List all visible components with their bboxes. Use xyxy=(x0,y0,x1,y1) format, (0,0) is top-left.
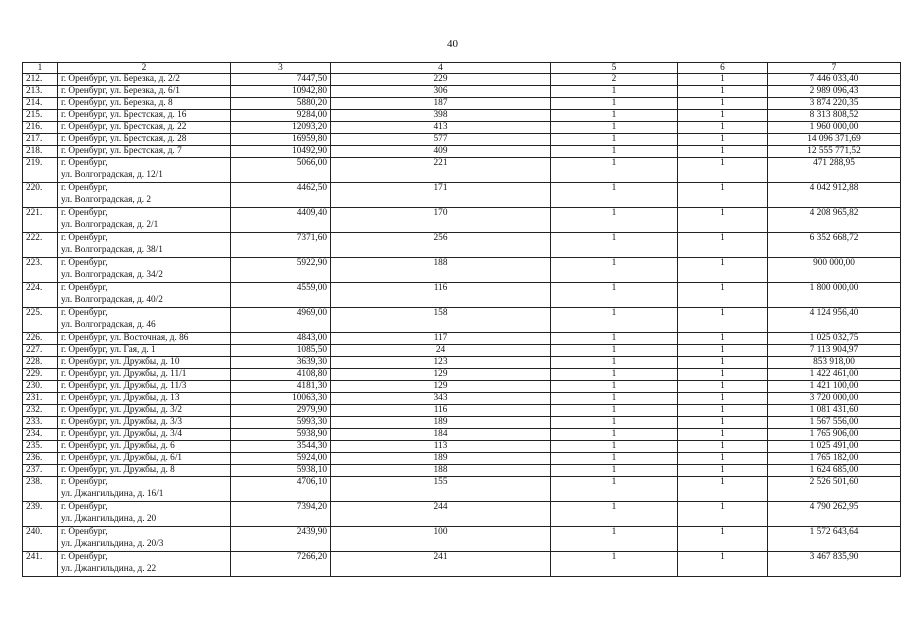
col5-cell: 1 xyxy=(551,381,678,393)
col6-cell: 1 xyxy=(678,381,768,393)
col6-cell: 1 xyxy=(678,527,768,552)
row-number: 235. xyxy=(23,441,58,453)
col5-cell: 1 xyxy=(551,417,678,429)
area-cell: 10063,30 xyxy=(231,393,331,405)
address-line: г. Оренбург, ул. Дружбы, д. 3/3 xyxy=(61,417,183,427)
address-cell xyxy=(58,98,231,110)
col5-cell: 1 xyxy=(551,110,678,122)
col6-cell: 1 xyxy=(678,308,768,333)
address-line: г. Оренбург, ул. Дружбы, д. 11/1 xyxy=(61,369,187,379)
col5-cell: 1 xyxy=(551,283,678,308)
sum-cell: 14 096 371,69 xyxy=(768,134,901,146)
address-cell xyxy=(58,122,231,134)
col5-cell: 1 xyxy=(551,357,678,369)
row-number: 239. xyxy=(23,502,58,527)
sum-cell: 900 000,00 xyxy=(768,258,901,283)
col4-cell: 123 xyxy=(331,357,551,369)
address-cell xyxy=(58,393,231,405)
row-number: 213. xyxy=(23,86,58,98)
col4-cell: 189 xyxy=(331,453,551,465)
table-row xyxy=(23,357,901,369)
address-cell xyxy=(58,453,231,465)
col4-cell: 171 xyxy=(331,183,551,208)
address-cell xyxy=(58,134,231,146)
table-row xyxy=(23,146,901,158)
col4-cell: 244 xyxy=(331,502,551,527)
sum-cell: 1 624 685,00 xyxy=(768,465,901,477)
col4-cell: 116 xyxy=(331,405,551,417)
col5-cell: 1 xyxy=(551,465,678,477)
col4-cell: 188 xyxy=(331,258,551,283)
col4-cell: 170 xyxy=(331,208,551,233)
col6-cell: 1 xyxy=(678,345,768,357)
row-number: 215. xyxy=(23,110,58,122)
col5-cell: 1 xyxy=(551,208,678,233)
sum-cell: 1 765 182,00 xyxy=(768,453,901,465)
header-col-5: 5 xyxy=(551,63,678,74)
table-row xyxy=(23,527,901,552)
col5-cell: 1 xyxy=(551,477,678,502)
address-cell xyxy=(58,441,231,453)
sum-cell: 1 081 431,60 xyxy=(768,405,901,417)
area-cell: 2979,90 xyxy=(231,405,331,417)
col4-cell: 100 xyxy=(331,527,551,552)
area-cell: 7371,60 xyxy=(231,233,331,258)
area-cell: 5880,20 xyxy=(231,98,331,110)
col6-cell: 1 xyxy=(678,333,768,345)
col6-cell: 1 xyxy=(678,405,768,417)
col4-cell: 155 xyxy=(331,477,551,502)
col6-cell: 1 xyxy=(678,465,768,477)
sum-cell: 4 790 262,95 xyxy=(768,502,901,527)
table-row xyxy=(23,158,901,183)
col4-cell: 189 xyxy=(331,417,551,429)
col6-cell: 1 xyxy=(678,453,768,465)
row-number: 241. xyxy=(23,552,58,577)
table-row xyxy=(23,258,901,283)
col4-cell: 158 xyxy=(331,308,551,333)
col5-cell: 1 xyxy=(551,308,678,333)
sum-cell: 6 352 668,72 xyxy=(768,233,901,258)
row-number: 232. xyxy=(23,405,58,417)
col4-cell: 187 xyxy=(331,98,551,110)
table-row xyxy=(23,429,901,441)
address-cell xyxy=(58,429,231,441)
area-cell: 7266,20 xyxy=(231,552,331,577)
address-line: г. Оренбург, xyxy=(61,527,108,537)
address-line: г. Оренбург, xyxy=(61,552,108,562)
area-cell: 4969,00 xyxy=(231,308,331,333)
address-cell xyxy=(58,345,231,357)
col5-cell: 1 xyxy=(551,98,678,110)
address-line: ул. Волгоградская, д. 2/1 xyxy=(61,219,159,230)
table-row xyxy=(23,86,901,98)
col6-cell: 1 xyxy=(678,429,768,441)
table-row xyxy=(23,477,901,502)
address-cell xyxy=(58,477,231,502)
col6-cell: 1 xyxy=(678,208,768,233)
area-cell: 3639,30 xyxy=(231,357,331,369)
address-line: г. Оренбург, ул. Дружбы, д. 10 xyxy=(61,357,180,367)
address-cell xyxy=(58,465,231,477)
col5-cell: 2 xyxy=(551,74,678,86)
col5-cell: 1 xyxy=(551,134,678,146)
sum-cell: 1 572 643,64 xyxy=(768,527,901,552)
col5-cell: 1 xyxy=(551,333,678,345)
sum-cell: 1 960 000,00 xyxy=(768,122,901,134)
area-cell: 5993,30 xyxy=(231,417,331,429)
table-row xyxy=(23,381,901,393)
address-cell xyxy=(58,417,231,429)
address-line: ул. Волгоградская, д. 34/2 xyxy=(61,269,163,280)
row-number: 229. xyxy=(23,369,58,381)
col5-cell: 1 xyxy=(551,258,678,283)
area-cell: 4409,40 xyxy=(231,208,331,233)
address-cell xyxy=(58,502,231,527)
sum-cell: 3 720 000,00 xyxy=(768,393,901,405)
col5-cell: 1 xyxy=(551,552,678,577)
sum-cell: 8 313 808,52 xyxy=(768,110,901,122)
col4-cell: 116 xyxy=(331,283,551,308)
address-cell xyxy=(58,258,231,283)
col5-cell: 1 xyxy=(551,502,678,527)
sum-cell: 2 526 501,60 xyxy=(768,477,901,502)
table-body xyxy=(23,74,901,577)
address-line: г. Оренбург, ул. Дружбы, д. 11/3 xyxy=(61,381,187,391)
col6-cell: 1 xyxy=(678,158,768,183)
area-cell: 9284,00 xyxy=(231,110,331,122)
col4-cell: 129 xyxy=(331,369,551,381)
area-cell: 4108,80 xyxy=(231,369,331,381)
col4-cell: 184 xyxy=(331,429,551,441)
row-number: 223. xyxy=(23,258,58,283)
col6-cell: 1 xyxy=(678,110,768,122)
address-cell xyxy=(58,283,231,308)
address-line: г. Оренбург, xyxy=(61,502,108,512)
col5-cell: 1 xyxy=(551,429,678,441)
row-number: 224. xyxy=(23,283,58,308)
sum-cell: 7 446 033,40 xyxy=(768,74,901,86)
area-cell: 1085,50 xyxy=(231,345,331,357)
address-line: г. Оренбург, xyxy=(61,233,108,243)
col4-cell: 24 xyxy=(331,345,551,357)
col6-cell: 1 xyxy=(678,183,768,208)
sum-cell: 1 025 032,75 xyxy=(768,333,901,345)
sum-cell: 1 567 556,00 xyxy=(768,417,901,429)
table-row xyxy=(23,98,901,110)
area-cell: 16959,80 xyxy=(231,134,331,146)
table-row xyxy=(23,502,901,527)
col6-cell: 1 xyxy=(678,233,768,258)
address-line: г. Оренбург, ул. Брестская, д. 28 xyxy=(61,134,187,144)
area-cell: 4559,00 xyxy=(231,283,331,308)
address-line: г. Оренбург, xyxy=(61,208,108,218)
address-line: г. Оренбург, ул. Брестская, д. 22 xyxy=(61,122,187,132)
sum-cell: 4 124 956,40 xyxy=(768,308,901,333)
table-row xyxy=(23,233,901,258)
col4-cell: 229 xyxy=(331,74,551,86)
address-line: г. Оренбург, xyxy=(61,183,108,193)
col5-cell: 1 xyxy=(551,146,678,158)
sum-cell: 3 467 835,90 xyxy=(768,552,901,577)
area-cell: 7394,20 xyxy=(231,502,331,527)
col4-cell: 306 xyxy=(331,86,551,98)
col5-cell: 1 xyxy=(551,405,678,417)
table-row xyxy=(23,369,901,381)
row-number: 238. xyxy=(23,477,58,502)
address-line: г. Оренбург, ул. Брестская, д. 16 xyxy=(61,110,187,120)
sum-cell: 12 555 771,52 xyxy=(768,146,901,158)
address-line: г. Оренбург, ул. Березка, д. 8 xyxy=(61,98,173,108)
address-cell xyxy=(58,357,231,369)
address-cell xyxy=(58,333,231,345)
header-col-2: 2 xyxy=(58,63,231,74)
col6-cell: 1 xyxy=(678,74,768,86)
col4-cell: 577 xyxy=(331,134,551,146)
col4-cell: 343 xyxy=(331,393,551,405)
col6-cell: 1 xyxy=(678,502,768,527)
row-number: 216. xyxy=(23,122,58,134)
table-row xyxy=(23,183,901,208)
table-row xyxy=(23,417,901,429)
col4-cell: 409 xyxy=(331,146,551,158)
row-number: 214. xyxy=(23,98,58,110)
table-row xyxy=(23,465,901,477)
area-cell: 2439,90 xyxy=(231,527,331,552)
address-line: г. Оренбург, ул. Дружбы, д. 6 xyxy=(61,441,175,451)
col5-cell: 1 xyxy=(551,453,678,465)
area-cell: 7447,50 xyxy=(231,74,331,86)
row-number: 236. xyxy=(23,453,58,465)
address-cell xyxy=(58,552,231,577)
area-cell: 4181,30 xyxy=(231,381,331,393)
col5-cell: 1 xyxy=(551,393,678,405)
header-col-7: 7 xyxy=(768,63,901,74)
address-line: ул. Джангильдина, д. 20 xyxy=(61,513,157,524)
area-cell: 10942,80 xyxy=(231,86,331,98)
table-row xyxy=(23,308,901,333)
col4-cell: 398 xyxy=(331,110,551,122)
col5-cell: 1 xyxy=(551,86,678,98)
table-row xyxy=(23,552,901,577)
col5-cell: 1 xyxy=(551,345,678,357)
col6-cell: 1 xyxy=(678,258,768,283)
table-row xyxy=(23,441,901,453)
address-line: г. Оренбург, ул. Дружбы, д. 3/4 xyxy=(61,429,183,439)
col6-cell: 1 xyxy=(678,146,768,158)
area-cell: 5938,10 xyxy=(231,465,331,477)
sum-cell: 1 025 491,00 xyxy=(768,441,901,453)
address-line: г. Оренбург, ул. Гая, д. 1 xyxy=(61,345,156,355)
col5-cell: 1 xyxy=(551,233,678,258)
row-number: 237. xyxy=(23,465,58,477)
area-cell: 4843,00 xyxy=(231,333,331,345)
col4-cell: 117 xyxy=(331,333,551,345)
address-cell xyxy=(58,110,231,122)
address-line: ул. Джангильдина, д. 22 xyxy=(61,563,157,574)
col4-cell: 413 xyxy=(331,122,551,134)
col6-cell: 1 xyxy=(678,122,768,134)
col6-cell: 1 xyxy=(678,98,768,110)
col5-cell: 1 xyxy=(551,441,678,453)
col6-cell: 1 xyxy=(678,417,768,429)
header-row xyxy=(23,63,901,74)
col4-cell: 221 xyxy=(331,158,551,183)
header-col-3: 3 xyxy=(231,63,331,74)
address-cell xyxy=(58,381,231,393)
row-number: 222. xyxy=(23,233,58,258)
col4-cell: 256 xyxy=(331,233,551,258)
area-cell: 10492,90 xyxy=(231,146,331,158)
area-cell: 4706,10 xyxy=(231,477,331,502)
row-number: 225. xyxy=(23,308,58,333)
row-number: 212. xyxy=(23,74,58,86)
address-cell xyxy=(58,527,231,552)
col5-cell: 1 xyxy=(551,158,678,183)
row-number: 219. xyxy=(23,158,58,183)
col6-cell: 1 xyxy=(678,393,768,405)
table-row xyxy=(23,122,901,134)
area-cell: 5924,00 xyxy=(231,453,331,465)
sum-cell: 1 800 000,00 xyxy=(768,283,901,308)
sum-cell: 1 422 461,00 xyxy=(768,369,901,381)
address-cell xyxy=(58,74,231,86)
col5-cell: 1 xyxy=(551,369,678,381)
row-number: 230. xyxy=(23,381,58,393)
address-cell xyxy=(58,158,231,183)
address-line: ул. Волгоградская, д. 46 xyxy=(61,319,156,330)
address-line: ул. Волгоградская, д. 2 xyxy=(61,194,152,205)
col6-cell: 1 xyxy=(678,552,768,577)
col6-cell: 1 xyxy=(678,477,768,502)
table-row xyxy=(23,453,901,465)
col6-cell: 1 xyxy=(678,134,768,146)
sum-cell: 7 113 904,97 xyxy=(768,345,901,357)
col6-cell: 1 xyxy=(678,369,768,381)
address-cell xyxy=(58,405,231,417)
address-line: ул. Волгоградская, д. 40/2 xyxy=(61,294,163,305)
sum-cell: 4 042 912,88 xyxy=(768,183,901,208)
col5-cell: 1 xyxy=(551,183,678,208)
address-cell xyxy=(58,183,231,208)
row-number: 221. xyxy=(23,208,58,233)
address-cell xyxy=(58,86,231,98)
address-line: г. Оренбург, ул. Брестская, д. 7 xyxy=(61,146,182,156)
address-line: г. Оренбург, xyxy=(61,283,108,293)
col4-cell: 113 xyxy=(331,441,551,453)
sum-cell: 4 208 965,82 xyxy=(768,208,901,233)
address-line: г. Оренбург, xyxy=(61,308,108,318)
address-line: г. Оренбург, xyxy=(61,258,108,268)
area-cell: 5938,90 xyxy=(231,429,331,441)
table-row xyxy=(23,393,901,405)
address-line: г. Оренбург, ул. Дружбы, д. 8 xyxy=(61,465,175,475)
sum-cell: 1 421 100,00 xyxy=(768,381,901,393)
address-line: ул. Джангильдина, д. 16/1 xyxy=(61,488,164,499)
row-number: 233. xyxy=(23,417,58,429)
address-line: г. Оренбург, ул. Дружбы, д. 13 xyxy=(61,393,180,403)
area-cell: 3544,30 xyxy=(231,441,331,453)
sum-cell: 853 918,00 xyxy=(768,357,901,369)
address-cell xyxy=(58,208,231,233)
header-col-4: 4 xyxy=(331,63,551,74)
header-col-1: 1 xyxy=(23,63,58,74)
table-row xyxy=(23,208,901,233)
header-col-6: 6 xyxy=(678,63,768,74)
row-number: 226. xyxy=(23,333,58,345)
table-row xyxy=(23,74,901,86)
table-row xyxy=(23,345,901,357)
sum-cell: 471 288,95 xyxy=(768,158,901,183)
row-number: 231. xyxy=(23,393,58,405)
area-cell: 4462,50 xyxy=(231,183,331,208)
address-cell xyxy=(58,369,231,381)
page-number: 40 xyxy=(447,38,458,50)
address-line: ул. Волгоградская, д. 38/1 xyxy=(61,244,163,255)
table-row xyxy=(23,333,901,345)
address-cell xyxy=(58,146,231,158)
row-number: 220. xyxy=(23,183,58,208)
table-row xyxy=(23,283,901,308)
row-number: 227. xyxy=(23,345,58,357)
row-number: 228. xyxy=(23,357,58,369)
address-cell xyxy=(58,308,231,333)
row-number: 217. xyxy=(23,134,58,146)
address-line: г. Оренбург, xyxy=(61,477,108,487)
col6-cell: 1 xyxy=(678,283,768,308)
col4-cell: 188 xyxy=(331,465,551,477)
col5-cell: 1 xyxy=(551,122,678,134)
table-row xyxy=(23,110,901,122)
sum-cell: 2 989 096,43 xyxy=(768,86,901,98)
area-cell: 5066,00 xyxy=(231,158,331,183)
col4-cell: 241 xyxy=(331,552,551,577)
area-cell: 5922,90 xyxy=(231,258,331,283)
address-line: г. Оренбург, ул. Березка, д. 6/1 xyxy=(61,86,180,96)
table-row xyxy=(23,134,901,146)
col5-cell: 1 xyxy=(551,527,678,552)
address-line: ул. Джангильдина, д. 20/3 xyxy=(61,538,164,549)
area-cell: 12093,20 xyxy=(231,122,331,134)
col4-cell: 129 xyxy=(331,381,551,393)
col6-cell: 1 xyxy=(678,441,768,453)
address-line: ул. Волгоградская, д. 12/1 xyxy=(61,169,163,180)
col6-cell: 1 xyxy=(678,86,768,98)
row-number: 240. xyxy=(23,527,58,552)
address-cell xyxy=(58,233,231,258)
sum-cell: 1 765 906,00 xyxy=(768,429,901,441)
address-line: г. Оренбург, xyxy=(61,158,108,168)
col6-cell: 1 xyxy=(678,357,768,369)
sum-cell: 3 874 220,35 xyxy=(768,98,901,110)
address-line: г. Оренбург, ул. Дружбы, д. 3/2 xyxy=(61,405,183,415)
housing-registry-table xyxy=(22,62,901,577)
table-row xyxy=(23,405,901,417)
row-number: 218. xyxy=(23,146,58,158)
address-line: г. Оренбург, ул. Дружбы, д. 6/1 xyxy=(61,453,183,463)
address-line: г. Оренбург, ул. Березка, д. 2/2 xyxy=(61,74,180,84)
row-number: 234. xyxy=(23,429,58,441)
address-line: г. Оренбург, ул. Восточная, д. 86 xyxy=(61,333,189,343)
